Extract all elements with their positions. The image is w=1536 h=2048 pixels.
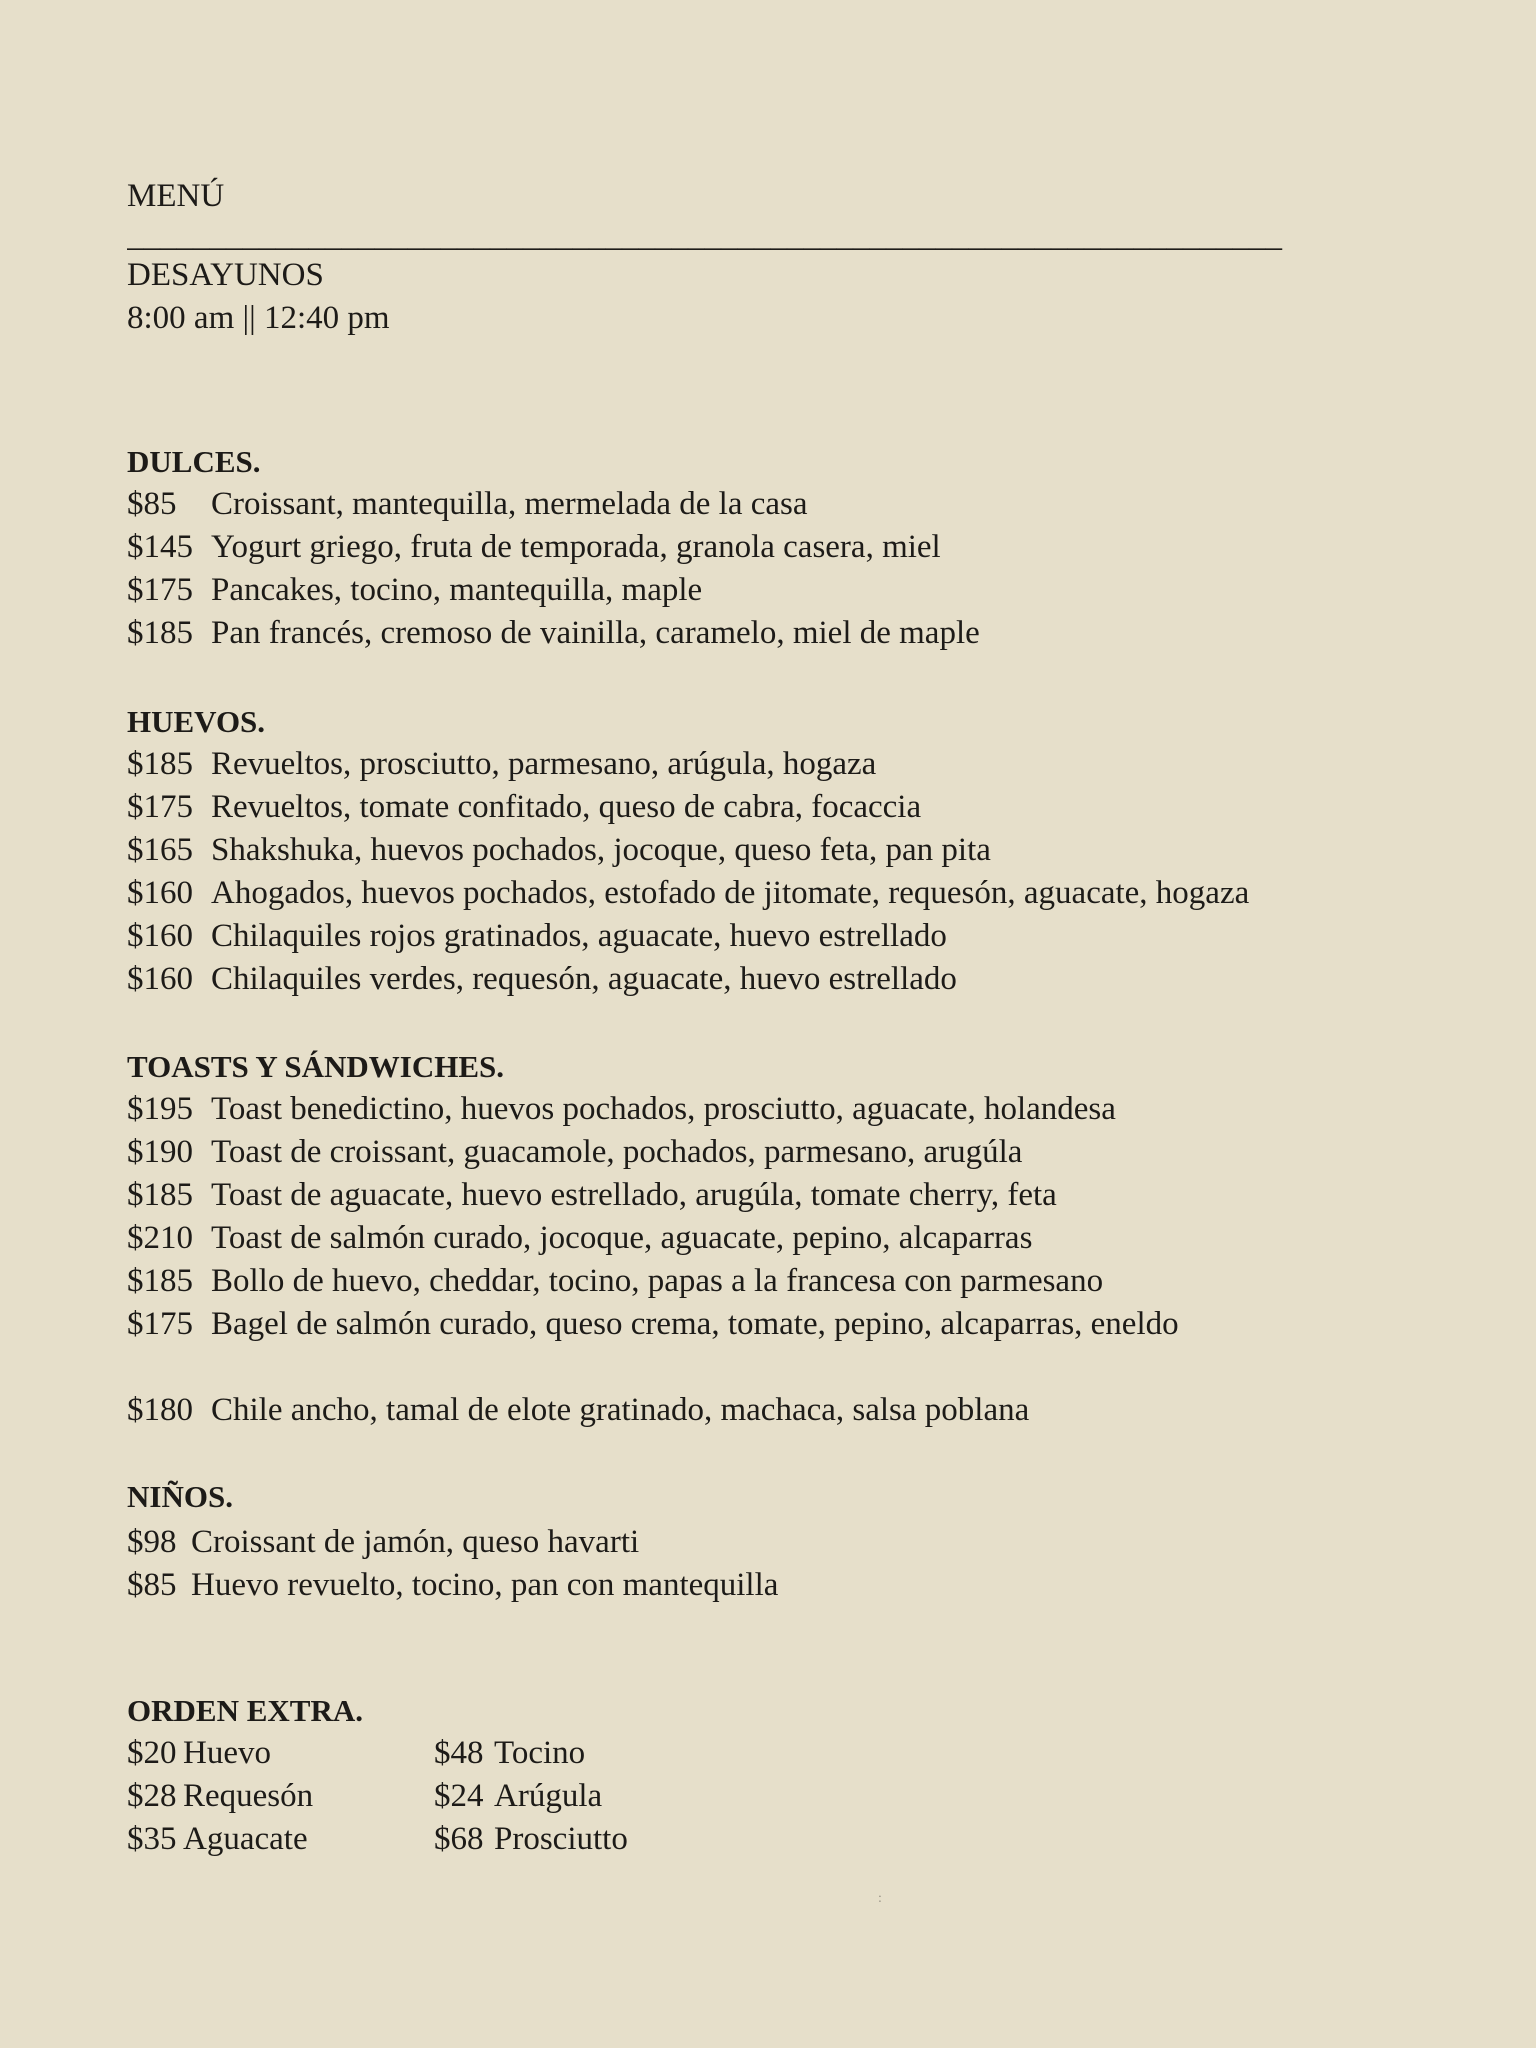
item-price: $175: [127, 789, 193, 825]
item-price: $185: [127, 1263, 193, 1299]
item-description: Toast de salmón curado, jocoque, aguacate, pepino, alcaparras: [211, 1220, 1033, 1256]
item-description: Ahogados, huevos pochados, estofado de jitomate, requesón, aguacate, hogaza: [211, 875, 1250, 911]
item-price: $24: [434, 1778, 484, 1814]
item-price: $185: [127, 746, 193, 782]
extra-item: [434, 1732, 734, 1775]
item-description: Tocino: [494, 1735, 586, 1771]
item-description: Croissant, mantequilla, mermelada de la casa: [211, 486, 808, 522]
item-price: $160: [127, 875, 193, 911]
section-orden-extra: [127, 1689, 1457, 1861]
item-description: Toast de aguacate, huevo estrellado, arugúla, tomate cherry, feta: [211, 1177, 1057, 1213]
item-description: Revueltos, tomate confitado, queso de cabra, focaccia: [211, 789, 922, 825]
menu-item: [127, 829, 1457, 872]
section-ninos: [127, 1475, 1457, 1607]
menu-item: [127, 743, 1457, 786]
extra-item: [127, 1732, 434, 1775]
extra-item: [434, 1775, 734, 1818]
header-rule: ______________________________________________________________________: [127, 218, 1282, 254]
item-description: Bollo de huevo, cheddar, tocino, papas a la francesa con parmesano: [211, 1263, 1104, 1299]
menu-subtitle: DESAYUNOS: [127, 257, 324, 293]
section-title: TOASTS Y SÁNDWICHES.: [127, 1049, 504, 1084]
item-price: $160: [127, 918, 193, 954]
menu-header: [127, 175, 1457, 340]
extra-item: [434, 1818, 734, 1861]
item-description: Arúgula: [494, 1778, 603, 1814]
item-price: $180: [127, 1392, 193, 1428]
item-price: $68: [434, 1821, 484, 1857]
item-price: $20: [127, 1735, 177, 1771]
item-price: $175: [127, 1306, 193, 1342]
item-price: $145: [127, 529, 193, 565]
item-price: $190: [127, 1134, 193, 1170]
section-toasts: [127, 1045, 1457, 1432]
menu-item: [127, 1088, 1457, 1131]
section-title: ORDEN EXTRA.: [127, 1693, 363, 1728]
item-price: $175: [127, 572, 193, 608]
item-description: Chilaquiles rojos gratinados, aguacate, huevo estrellado: [211, 918, 947, 954]
section-title: DULCES.: [127, 444, 261, 479]
item-description: Bagel de salmón curado, queso crema, tomate, pepino, alcaparras, eneldo: [211, 1306, 1179, 1342]
menu-item: [127, 569, 1457, 612]
menu-item: [127, 872, 1457, 915]
item-description: Prosciutto: [494, 1821, 628, 1857]
item-description: Toast de croissant, guacamole, pochados, parmesano, arugúla: [211, 1134, 1023, 1170]
item-description: Pancakes, tocino, mantequilla, maple: [211, 572, 703, 608]
footer-mark: :: [878, 1891, 882, 1906]
menu-item: [127, 1303, 1457, 1346]
item-description: Pan francés, cremoso de vainilla, caramelo, miel de maple: [211, 615, 980, 651]
menu-item: [127, 958, 1457, 1001]
item-price: $165: [127, 832, 193, 868]
item-price: $28: [127, 1778, 177, 1814]
item-description: Shakshuka, huevos pochados, jocoque, queso feta, pan pita: [211, 832, 991, 868]
menu-item: [127, 1174, 1457, 1217]
item-description: Requesón: [183, 1778, 314, 1814]
extra-item: [127, 1775, 434, 1818]
item-price: $185: [127, 615, 193, 651]
menu-hours: 8:00 am || 12:40 pm: [127, 300, 390, 336]
extras-grid: [127, 1732, 1457, 1861]
item-description: Chile ancho, tamal de elote gratinado, machaca, salsa poblana: [211, 1392, 1030, 1428]
item-price: $160: [127, 961, 193, 997]
item-description: Aguacate: [183, 1821, 308, 1857]
item-price: $185: [127, 1177, 193, 1213]
menu-item: [127, 612, 1457, 655]
item-description: Toast benedictino, huevos pochados, prosciutto, aguacate, holandesa: [211, 1091, 1116, 1127]
item-description: Huevo revuelto, tocino, pan con mantequilla: [191, 1567, 779, 1603]
section-title: HUEVOS.: [127, 704, 266, 739]
item-description: Chilaquiles verdes, requesón, aguacate, huevo estrellado: [211, 961, 957, 997]
menu-item: [127, 1260, 1457, 1303]
section-dulces: [127, 440, 1457, 655]
item-price: $85: [127, 486, 177, 522]
menu-item: [127, 1131, 1457, 1174]
menu-item: [127, 1217, 1457, 1260]
menu-item: [127, 786, 1457, 829]
item-description: Yogurt griego, fruta de temporada, granola casera, miel: [211, 529, 941, 565]
item-price: $35: [127, 1821, 177, 1857]
menu-item: [127, 1521, 1457, 1564]
item-price: $48: [434, 1735, 484, 1771]
menu-item: [127, 526, 1457, 569]
menu-item: [127, 483, 1457, 526]
section-huevos: [127, 700, 1457, 1001]
item-description: Huevo: [183, 1735, 271, 1771]
section-title: NIÑOS.: [127, 1479, 233, 1514]
extra-item: [127, 1818, 434, 1861]
item-description: Revueltos, prosciutto, parmesano, arúgula, hogaza: [211, 746, 877, 782]
menu-item: [127, 1564, 1457, 1607]
menu-item: [127, 1389, 1457, 1432]
item-price: $85: [127, 1567, 177, 1603]
menu-item: [127, 915, 1457, 958]
item-description: Croissant de jamón, queso havarti: [191, 1524, 640, 1560]
item-price: $195: [127, 1091, 193, 1127]
item-price: $98: [127, 1524, 177, 1560]
item-price: $210: [127, 1220, 193, 1256]
menu-title: MENÚ: [127, 178, 225, 214]
